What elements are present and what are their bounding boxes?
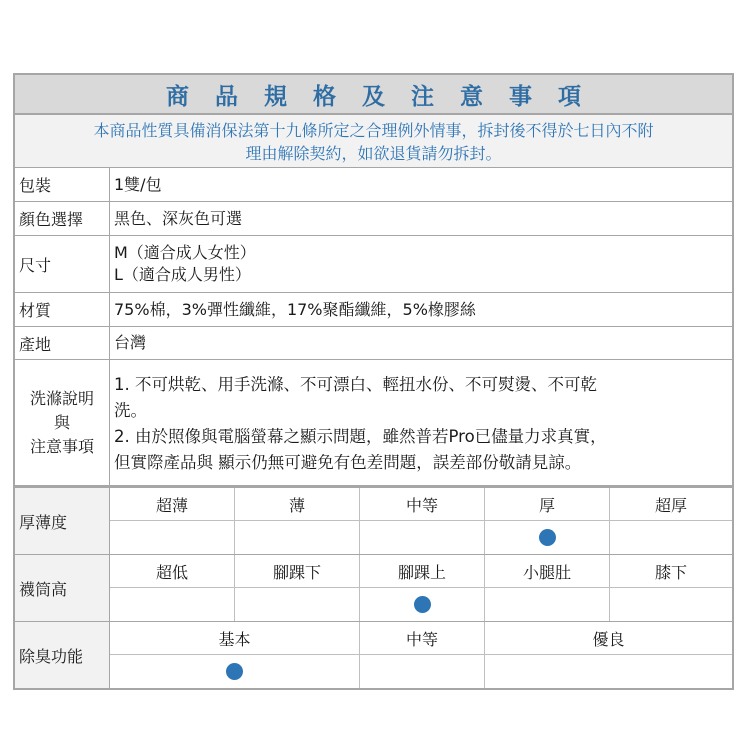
rating-option: 膝下 [654,562,687,582]
rating-option: 腳踝上 [360,555,485,587]
spec-value: 1雙/包 [114,174,162,194]
rating-label: 除臭功能 [15,622,110,688]
spec-table [13,73,734,690]
washing-line-2: 洗。 [114,400,147,420]
rating-marker-cell [110,521,235,554]
rating-marker-cell [360,655,485,688]
washing-line-1: 1. 不可烘乾、用手洗滌、不可漂白、輕扭水份、不可熨燙、不可乾 [114,374,597,394]
rating-marker-cell [360,521,485,554]
spec-value: 黑色、深灰色可選 [114,208,243,228]
rating-marker-cell [485,655,732,688]
rating-option: 腳踝下 [235,555,360,587]
rating-option: 優良 [592,629,625,649]
rating-option: 中等 [360,488,485,520]
rating-option: 超薄 [110,488,235,520]
rating-row-deodorant [15,622,732,688]
spec-row-material [15,293,732,327]
rating-marker-cell [235,588,360,621]
spec-row-package [15,168,732,202]
rating-marker-cell [610,588,732,621]
rating-marker-cell [485,588,610,621]
spec-value [110,236,732,292]
notice-line-2: 理由解除契約，如欲退貨請勿拆封。 [245,144,502,163]
rating-option: 薄 [235,488,360,520]
selected-dot-icon [539,529,556,546]
spec-label: 材質 [15,293,110,326]
washing-line-4: 但實際產品與 顯示仍無可避免有色差問題，誤差部份敬請見諒。 [114,452,582,472]
rating-label: 襪筒高 [15,555,110,621]
spec-label [15,360,110,485]
rating-marker-cell [610,521,732,554]
spec-row-color [15,202,732,236]
rating-marker-cell [110,655,360,688]
spec-label: 產地 [15,327,110,359]
selected-dot-icon [414,596,431,613]
spec-label: 尺寸 [15,236,110,292]
rating-option: 小腿肚 [485,555,610,587]
spec-label: 顏色選擇 [15,202,110,235]
return-notice [15,115,732,168]
rating-option: 厚 [485,488,610,520]
rating-row-thickness [15,488,732,555]
spec-row-size [15,236,732,293]
rating-marker-cell [360,588,485,621]
spec-value: 台灣 [114,333,147,352]
size-m: M（適合成人女性） [114,243,256,262]
rating-option: 超厚 [654,495,687,515]
rating-option: 超低 [110,555,235,587]
rating-label: 厚薄度 [15,488,110,554]
washing-label-1: 洗滌說明 [29,388,94,408]
rating-option: 基本 [110,622,360,654]
washing-label-3: 注意事項 [29,436,94,456]
washing-label-2: 與 [53,412,70,432]
spec-value [110,360,732,485]
rating-row-height [15,555,732,622]
notice-line-1: 本商品性質具備消保法第十九條所定之合理例外情事，拆封後不得於七日內不附 [93,121,654,140]
selected-dot-icon [226,663,243,680]
rating-marker-cell [485,521,610,554]
washing-line-3: 2. 由於照像與電腦螢幕之顯示問題，雖然普若Pro已儘量力求真實， [114,426,607,446]
size-l: L（適合成人男性） [114,265,251,284]
spec-row-washing [15,360,732,488]
spec-row-origin [15,327,732,360]
rating-marker-cell [235,521,360,554]
page-title: 商品規格及注意事項 [15,75,732,115]
rating-option: 中等 [360,622,485,654]
rating-marker-cell [110,588,235,621]
spec-value: 75%棉，3%彈性纖維，17%聚酯纖維，5%橡膠絲 [114,299,476,319]
spec-label: 包裝 [15,168,110,201]
